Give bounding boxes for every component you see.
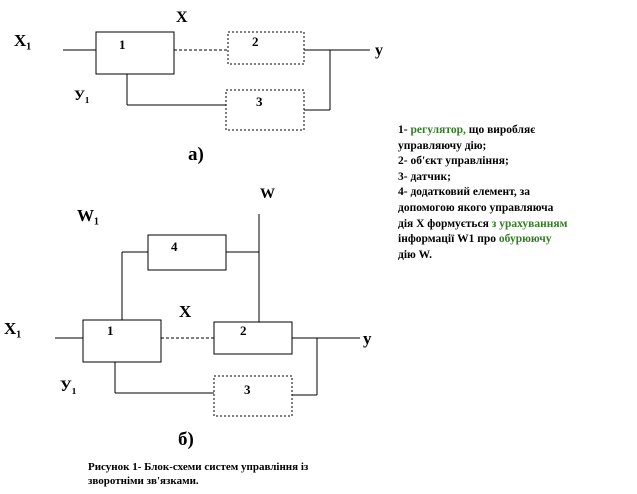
block-2-b [214,322,292,354]
caption-b: б) [178,429,194,450]
caption-a: а) [188,144,204,165]
block-4-b [148,235,226,270]
legend-item-3: 3- датчик; [398,170,451,183]
output-label-a: y [375,42,383,59]
legend-item-4-line5: дію W. [398,248,432,261]
legend-item-1-line2: управляючу дію; [398,139,487,152]
legend-item-1-rest: що виробляє [468,124,536,136]
block-2-number-a: 2 [252,34,259,49]
block-4-number-b: 4 [171,239,178,254]
input-label-b: X₁ [4,319,22,338]
block-1-b [83,320,161,362]
legend-item-4-line4-highlight: обурюючу [498,233,552,246]
block-1-number-b: 1 [107,323,114,338]
legend-item-4-line1: 4- додатковий елемент, за [398,186,531,199]
w-label-b: W [260,186,275,202]
input-label-a: X₁ [14,31,32,50]
block-3-b [214,376,292,416]
feedback-label-b: У₁ [60,378,77,395]
w1-label-b: W₁ [77,206,100,225]
block-3-a [226,90,304,130]
legend [398,123,634,263]
legend-item-1-highlight: регулятор, [410,124,466,136]
legend-item-2: 2- об'єкт управління; [398,155,509,168]
legend-item-4-line2: допомогою якого управляюча [398,201,554,214]
legend-item-4-line3-prefix: дія X формується [398,217,489,230]
legend-item-1-prefix: 1- [398,124,408,136]
block-1-number-a: 1 [119,37,126,52]
output-label-b: y [363,329,372,348]
block-2-number-b: 2 [240,323,247,338]
block-3-number-b: 3 [244,382,251,397]
diagram-a [14,9,383,165]
x-label-a: X [176,9,188,26]
legend-item-1 [398,123,634,139]
block-2-a [228,32,304,64]
figure-caption-line1: Рисунок 1- Блок-схеми систем управління із [88,461,309,473]
x-label-b: X [179,302,192,321]
figure-caption-line2: зворотніми зв'язками. [88,475,199,487]
legend-item-4-line4-prefix: інформації W1 про [398,233,497,246]
block-1-a [96,32,174,74]
feedback-label-a: У₁ [74,88,90,104]
legend-item-4-line3 [398,217,634,233]
figure-caption [88,460,408,488]
block-3-number-a: 3 [256,94,263,109]
legend-item-4-line3-highlight: з урахуванням [491,217,568,230]
diagram-b [4,186,372,450]
legend-item-4-line4 [398,232,634,248]
